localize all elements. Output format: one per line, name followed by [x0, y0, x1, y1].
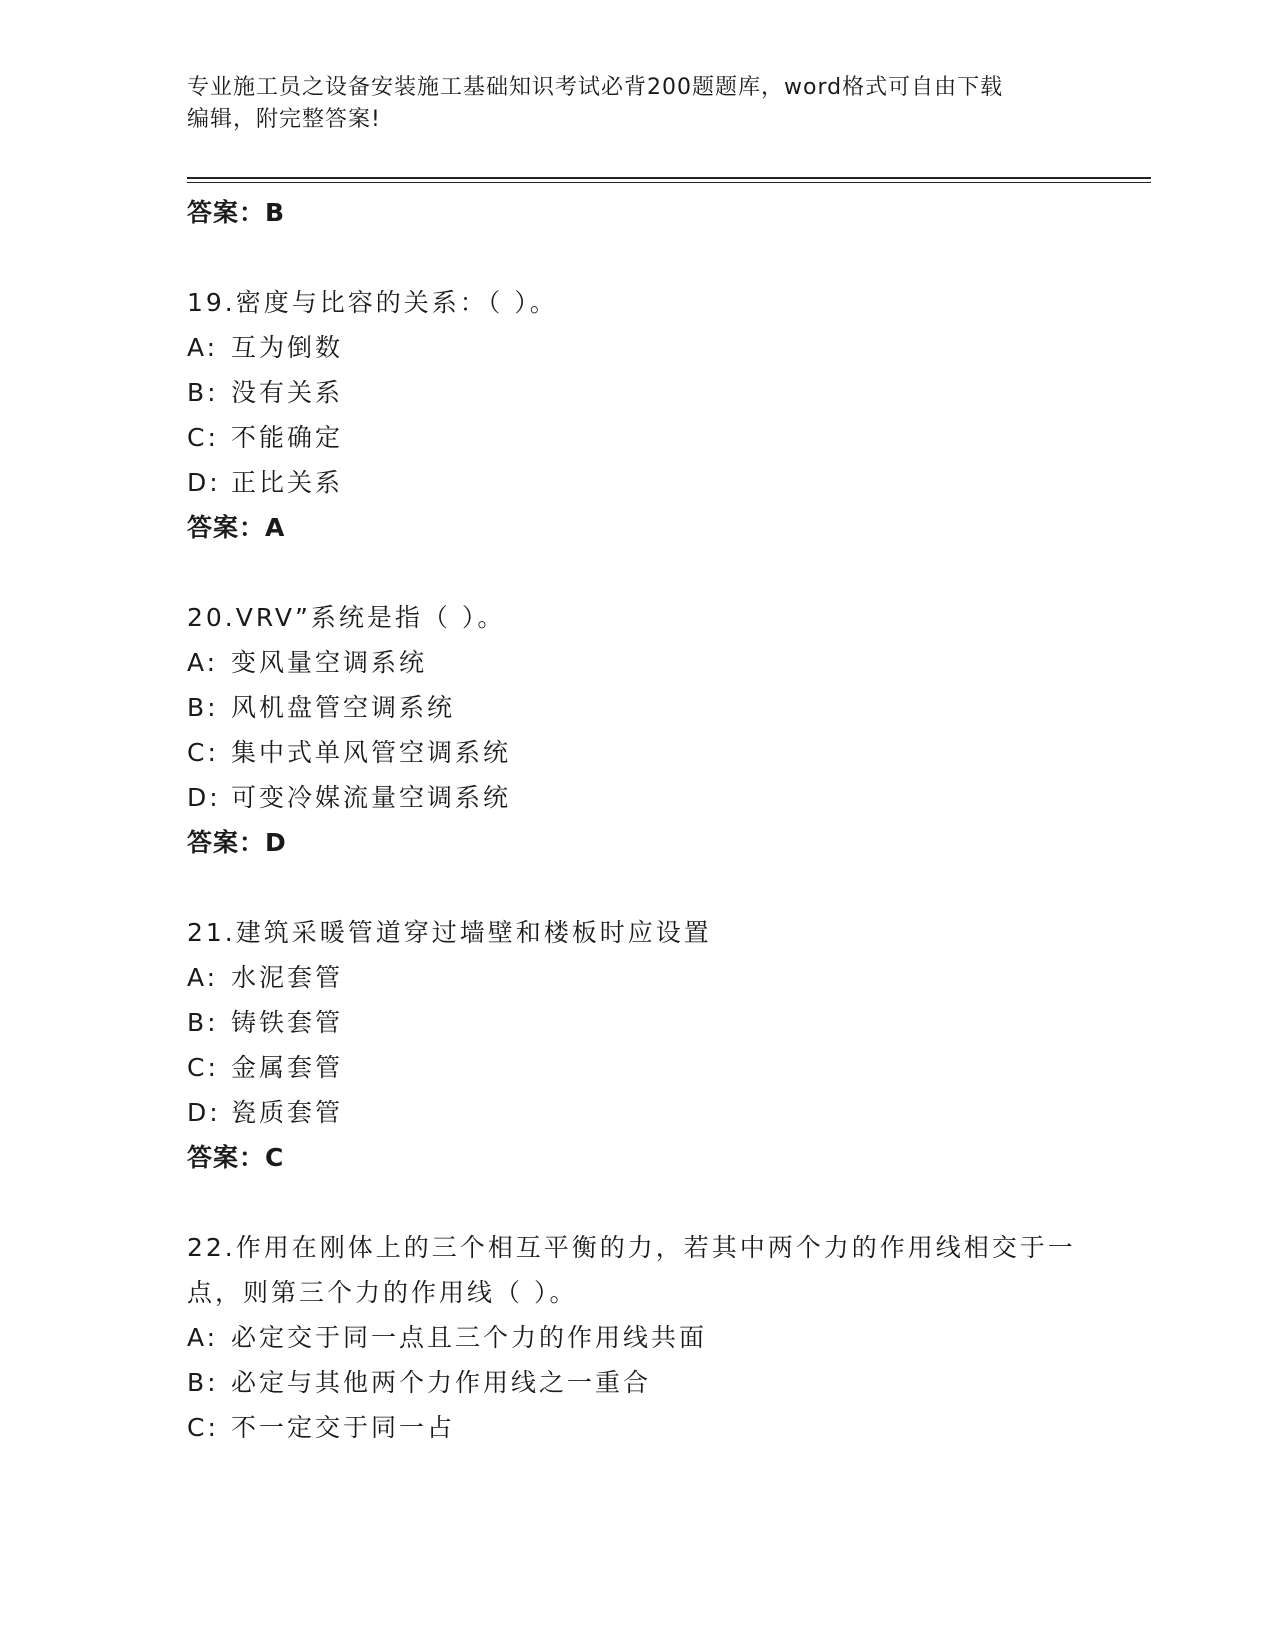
option-letter: C: [187, 1053, 219, 1082]
option-text: 没有关系 [231, 378, 344, 407]
option-letter: D: [187, 468, 221, 497]
option-text: 可变冷媒流量空调系统 [231, 783, 512, 812]
option-letter: B: [187, 378, 219, 407]
option-text: 集中式单风管空调系统 [231, 738, 512, 767]
option-a [187, 955, 1087, 1000]
option-text: 必定交于同一点且三个力的作用线共面 [231, 1323, 708, 1352]
option-c [187, 730, 1087, 775]
option-text: 不一定交于同一占 [231, 1413, 456, 1442]
option-b [187, 1000, 1087, 1045]
option-letter: C: [187, 1413, 219, 1442]
option-d [187, 1090, 1087, 1135]
option-letter: A: [187, 963, 219, 992]
option-a [187, 325, 1087, 370]
question-stem: 21.建筑采暖管道穿过墙壁和楼板时应设置 [187, 918, 712, 947]
answer-key: 答案：D [187, 828, 287, 857]
question-list [187, 190, 1087, 1450]
option-letter: B: [187, 693, 219, 722]
option-a [187, 640, 1087, 685]
option-text: 不能确定 [231, 423, 344, 452]
option-c [187, 1405, 1087, 1450]
header-divider-thick [187, 177, 1151, 179]
option-b [187, 370, 1087, 415]
option-text: 水泥套管 [231, 963, 344, 992]
option-letter: B: [187, 1368, 219, 1397]
option-text: 铸铁套管 [231, 1008, 344, 1037]
answer-key: 答案：C [187, 1143, 285, 1172]
option-text: 正比关系 [231, 468, 344, 497]
option-letter: A: [187, 648, 219, 677]
option-text: 必定与其他两个力作用线之一重合 [231, 1368, 652, 1397]
option-b [187, 1360, 1087, 1405]
answer-key: 答案：A [187, 513, 286, 542]
option-letter: D: [187, 783, 221, 812]
option-d [187, 460, 1087, 505]
option-text: 瓷质套管 [231, 1098, 344, 1127]
question-19 [187, 280, 1087, 550]
question-stem: 19.密度与比容的关系：（ ）。 [187, 288, 558, 317]
option-letter: A: [187, 333, 219, 362]
option-letter: B: [187, 1008, 219, 1037]
answer-previous: 答案：B [187, 198, 286, 227]
spacer [187, 550, 1087, 595]
spacer [187, 1180, 1087, 1225]
spacer [187, 865, 1087, 910]
option-letter: C: [187, 423, 219, 452]
question-22 [187, 1225, 1087, 1450]
option-text: 金属套管 [231, 1053, 344, 1082]
header-line-2: 编辑，附完整答案! [187, 107, 381, 132]
question-stem: 20.VRV”系统是指（ ）。 [187, 603, 506, 632]
option-text: 变风量空调系统 [231, 648, 428, 677]
option-a [187, 1315, 1087, 1360]
option-letter: D: [187, 1098, 221, 1127]
spacer [187, 235, 1087, 280]
question-21 [187, 910, 1087, 1180]
option-text: 互为倒数 [231, 333, 344, 362]
option-d [187, 775, 1087, 820]
question-20 [187, 595, 1087, 865]
header-divider-thin [187, 182, 1151, 183]
option-letter: C: [187, 738, 219, 767]
option-c [187, 415, 1087, 460]
option-c [187, 1045, 1087, 1090]
option-text: 风机盘管空调系统 [231, 693, 456, 722]
option-b [187, 685, 1087, 730]
question-stem: 22.作用在刚体上的三个相互平衡的力，若其中两个力的作用线相交于一点，则第三个力的作用线（ ）。 [187, 1233, 1076, 1307]
option-letter: A: [187, 1323, 219, 1352]
header-line-1: 专业施工员之设备安装施工基础知识考试必背200题题库，word格式可自由下载 [187, 75, 1004, 100]
document-header [187, 72, 1087, 136]
